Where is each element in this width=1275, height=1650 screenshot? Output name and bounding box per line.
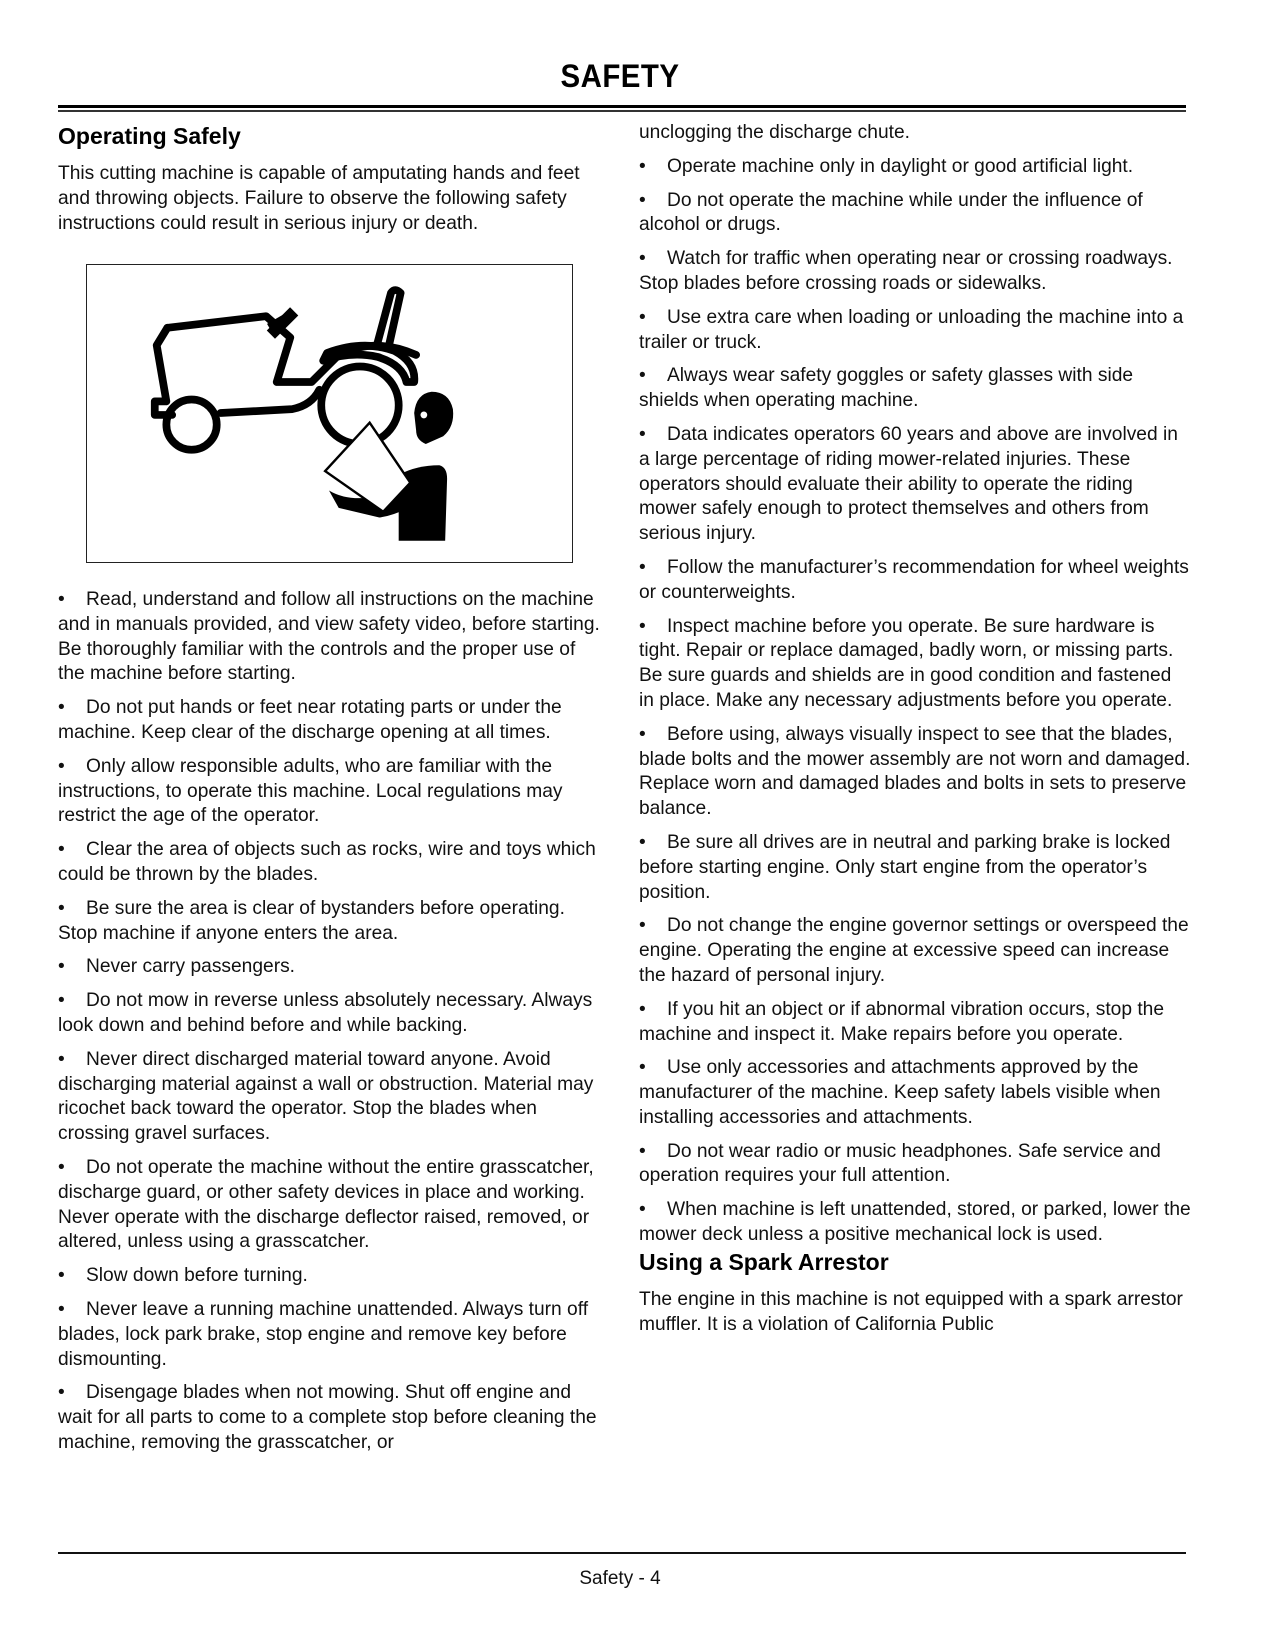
bullet-icon: • bbox=[639, 1199, 646, 1221]
list-item: • Do not mow in reverse unless absolutely necessary. Always look down and behind before and while backing. bbox=[58, 990, 593, 1036]
list-item: • Be sure the area is clear of bystanders before operating. Stop machine if anyone enters the area. bbox=[58, 897, 565, 944]
bullet-icon: • bbox=[639, 365, 646, 387]
tractor-seat-back bbox=[377, 290, 400, 345]
bullet-icon: • bbox=[58, 1382, 65, 1404]
list-item: • Inspect machine before you operate. Be sure hardware is tight. Repair or replace damaged, badly worn, or missing parts. Be sure guards and shields are in good condition and fastened in place. Make any necessary adjustments before you operate. bbox=[639, 615, 1174, 711]
list-item: • Data indicates operators 60 years and above are involved in a large percentage of riding mower-related injuries. These operators should evaluate their ability to operate the riding mower safely enough to protect themselves and others from serious injury. bbox=[639, 423, 1178, 545]
list-item: • Before using, always visually inspect to see that the blades, blade bolts and the mower assembly are not worn and damaged. Replace worn and damaged blades and bolts in sets to preserve balance. bbox=[639, 723, 1191, 820]
section-heading-spark-arrestor: Using a Spark Arrestor bbox=[639, 1248, 889, 1275]
safety-illustration-frame bbox=[86, 264, 573, 563]
bullet-icon: • bbox=[58, 697, 65, 719]
list-item: • Do not change the engine governor settings or overspeed the engine. Operating the engine at excessive speed can increase the hazard of personal injury. bbox=[639, 915, 1189, 986]
left-bullet-list bbox=[58, 588, 606, 1456]
bullet-icon: • bbox=[639, 1057, 646, 1079]
list-item: • Slow down before turning. bbox=[58, 1264, 606, 1289]
bullet-icon: • bbox=[58, 1298, 65, 1320]
bullet-icon: • bbox=[58, 1265, 65, 1287]
list-item: • Use only accessories and attachments approved by the manufacturer of the machine. Keep safety labels visible when installing accessories and attachments. bbox=[639, 1057, 1161, 1128]
list-item: • Disengage blades when not mowing. Shut off engine and wait for all parts to come to a complete stop before cleaning the machine, removing the grasscatcher, or bbox=[58, 1382, 597, 1453]
list-item: • Read, understand and follow all instructions on the machine and in manuals provided, and view safety video, before starting. Be thoroughly familiar with the controls and the proper use of the machine before starting. bbox=[58, 589, 600, 685]
tractor-front-wheel bbox=[166, 399, 216, 449]
list-item: • When machine is left unattended, stored, or parked, lower the mower deck unless a positive mechanical lock is used. bbox=[639, 1199, 1191, 1246]
bullet-icon: • bbox=[58, 897, 65, 919]
bullet-icon: • bbox=[58, 1048, 65, 1070]
spark-arrestor-paragraph: The engine in this machine is not equipped with a spark arrestor muffler. It is a violation of California Public bbox=[639, 1288, 1183, 1335]
list-item: • Be sure all drives are in neutral and parking brake is locked before starting engine. Only start engine from the operator’s position. bbox=[639, 831, 1171, 903]
list-item: • Never direct discharged material toward anyone. Avoid discharging material against a wall or obstruction. Material may ricochet back toward the operator. Stop the blades when crossing gravel surfaces. bbox=[58, 1048, 594, 1145]
left-column bbox=[58, 112, 606, 236]
bullet-icon: • bbox=[639, 1140, 646, 1162]
bullet-icon: • bbox=[639, 556, 646, 578]
bullet-icon: • bbox=[639, 615, 646, 637]
list-item: • Do not put hands or feet near rotating parts or under the machine. Keep clear of the discharge opening at all times. bbox=[58, 697, 562, 743]
list-item: • Follow the manufacturer’s recommendation for wheel weights or counterweights. bbox=[639, 556, 1189, 603]
list-item: • Watch for traffic when operating near or crossing roadways. Stop blades before crossing roads or sidewalks. bbox=[639, 248, 1173, 294]
header-rule-thick bbox=[58, 105, 1186, 108]
list-item: • Only allow responsible adults, who are familiar with the instructions, to operate this machine. Local regulations may restrict the age of the operator. bbox=[58, 755, 563, 827]
page-number-label: Safety - 4 bbox=[579, 1568, 661, 1589]
page-title: SAFETY bbox=[560, 58, 680, 94]
list-item: • Operate machine only in daylight or good artificial light. bbox=[639, 155, 1191, 180]
bullet-icon: • bbox=[639, 306, 646, 328]
section-heading-operating-safely: Operating Safely bbox=[58, 123, 241, 149]
tractor-frame-line bbox=[221, 390, 320, 413]
operator-reading-manual-with-tractor-icon bbox=[87, 265, 571, 561]
list-item: • Do not wear radio or music headphones. Safe service and operation requires your full attention. bbox=[639, 1140, 1161, 1187]
bullet-icon: • bbox=[58, 589, 65, 610]
list-item: • Never leave a running machine unattended. Always turn off blades, lock park brake, stop engine and remove key before dismounting. bbox=[58, 1298, 589, 1370]
bullet-icon: • bbox=[639, 831, 646, 853]
continuation-text: unclogging the discharge chute. bbox=[639, 122, 910, 143]
list-item: • Do not operate the machine while under the influence of alcohol or drugs. bbox=[639, 189, 1143, 236]
bullet-icon: • bbox=[58, 956, 65, 978]
bullet-icon: • bbox=[639, 189, 646, 211]
footer-rule bbox=[58, 1552, 1186, 1554]
bullet-icon: • bbox=[58, 755, 65, 777]
bullet-icon: • bbox=[58, 839, 65, 861]
list-item: • If you hit an object or if abnormal vibration occurs, stop the machine and inspect it. Make repairs before you operate. bbox=[639, 998, 1165, 1045]
bullet-icon: • bbox=[58, 990, 65, 1012]
bullet-icon: • bbox=[639, 423, 646, 445]
list-item: • Always wear safety goggles or safety glasses with side shields when operating machine. bbox=[639, 365, 1134, 412]
list-item: • Never carry passengers. bbox=[58, 955, 606, 980]
bullet-icon: • bbox=[639, 998, 646, 1020]
list-item: • Do not operate the machine without the entire grasscatcher, discharge guard, or other safety devices in place and working. Never operate with the discharge deflector raised, removed, or altered, unless using a grasscatcher. bbox=[58, 1156, 594, 1253]
list-item: • Use extra care when loading or unloading the machine into a trailer or truck. bbox=[639, 306, 1184, 353]
bullet-icon: • bbox=[639, 723, 646, 745]
bullet-icon: • bbox=[639, 915, 646, 937]
bullet-icon: • bbox=[58, 1156, 65, 1178]
intro-paragraph: This cutting machine is capable of amputating hands and feet and throwing objects. Failure to observe the following safety instructions could result in serious injury or death. bbox=[58, 163, 580, 234]
bullet-icon: • bbox=[639, 248, 646, 270]
tractor-front-outline bbox=[155, 328, 172, 415]
right-column bbox=[639, 121, 1191, 1337]
list-item: • Clear the area of objects such as rocks, wire and toys which could be thrown by the blades. bbox=[58, 839, 596, 885]
bullet-icon: • bbox=[639, 155, 646, 177]
